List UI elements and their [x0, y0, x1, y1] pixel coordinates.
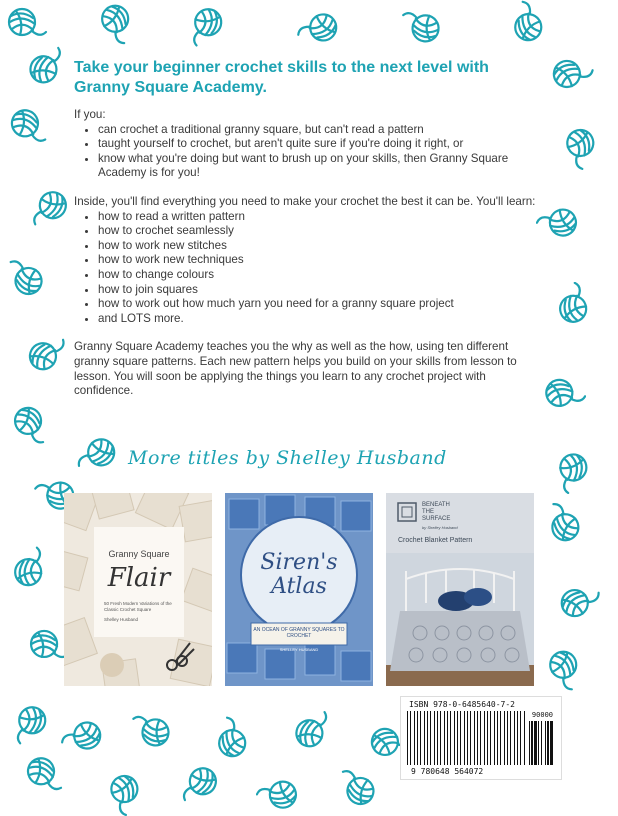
- book-author: SHELLEY HUSBAND: [279, 647, 319, 652]
- barcode-bar: [457, 711, 458, 765]
- barcode-bar: [517, 711, 518, 765]
- yarn-ball-icon: [548, 52, 594, 98]
- series-name: [422, 502, 450, 523]
- barcode-bar: [464, 711, 465, 765]
- barcode-bar: [520, 711, 521, 765]
- yarn-ball-icon: [100, 770, 146, 816]
- closing-paragraph: Granny Square Academy teaches you the why as well as the how, using ten different granny square patterns. Each new pattern helps you build on your skills from lesson to lesson. You will soon be applying the things you learn to any crochet project with confidence.: [74, 340, 517, 398]
- barcode-bar: [490, 711, 491, 765]
- barcode-bar: [474, 711, 475, 765]
- heading-line-1: Take your beginner crochet skills to the next level with: [74, 59, 489, 76]
- book-byline: by Shelley Husband: [422, 525, 458, 530]
- barcode-bar: [427, 711, 428, 765]
- list-item: • how to work new techniques: [98, 253, 544, 268]
- barcode-bar: [531, 721, 533, 765]
- yarn-ball-icon: [60, 712, 106, 758]
- yarn-ball-icon: [540, 646, 586, 692]
- book-subtitle: Crochet Blanket Pattern: [398, 537, 473, 544]
- barcode-bar: [500, 711, 501, 765]
- book-cover-sirens-atlas: [225, 493, 373, 686]
- barcode-bars: [407, 711, 553, 767]
- barcode-bar: [504, 711, 505, 765]
- list-item: • how to crochet seamlessly: [98, 224, 544, 239]
- yarn-ball-icon: [74, 430, 120, 476]
- barcode-bar: [437, 711, 438, 765]
- yarn-ball-icon: [130, 706, 176, 752]
- barcode-bar: [430, 711, 431, 765]
- learn-lead: Inside, you'll find everything you need to make your crochet the best it can be. You'll learn:: [74, 194, 536, 208]
- isbn-barcode: [400, 696, 562, 780]
- yarn-ball-icon: [210, 716, 256, 762]
- yarn-ball-icon: [556, 580, 602, 626]
- barcode-bar: [494, 711, 495, 765]
- series-line: BENEATH: [422, 502, 450, 508]
- price-code: 90000: [531, 711, 553, 719]
- barcode-bar: [510, 711, 511, 765]
- barcode-bar: [420, 711, 421, 765]
- yarn-ball-icon: [20, 752, 66, 798]
- list-item: • and LOTS more.: [98, 312, 544, 327]
- barcode-bar: [417, 711, 418, 765]
- barcode-bar: [440, 711, 441, 765]
- barcode-bar: [424, 711, 425, 765]
- yarn-ball-icon: [290, 708, 336, 754]
- book-subtitle: 50 Fresh Modern Variations of the Classic Crochet Square: [104, 601, 172, 612]
- yarn-ball-icon: [4, 254, 50, 300]
- barcode-bar: [447, 711, 448, 765]
- intro-list: [74, 123, 544, 181]
- yarn-ball-icon: [548, 448, 594, 494]
- barcode-bar: [477, 711, 478, 765]
- yarn-ball-icon: [24, 44, 70, 90]
- barcode-bar: [434, 711, 435, 765]
- barcode-bar: [407, 711, 408, 765]
- yarn-ball-icon: [540, 372, 586, 418]
- barcode-bar: [480, 711, 481, 765]
- yarn-ball-icon: [256, 770, 302, 816]
- page-heading: [74, 58, 544, 98]
- barcode-bar: [538, 721, 539, 765]
- barcode-bar: [529, 721, 530, 765]
- yarn-ball-icon: [176, 760, 222, 806]
- learn-list: [74, 210, 544, 327]
- book-author: Shelley Husband: [104, 617, 139, 622]
- yarn-ball-icon: [552, 282, 598, 328]
- barcode-bar: [470, 711, 471, 765]
- barcode-bar: [507, 711, 508, 765]
- yarn-ball-icon: [296, 4, 342, 50]
- heading-line-2: Granny Square Academy.: [74, 79, 267, 96]
- yarn-ball-icon: [542, 500, 588, 546]
- book-title-script: Siren's Atlas: [260, 550, 338, 599]
- yarn-ball-icon: [336, 764, 382, 810]
- yarn-ball-icon: [8, 546, 54, 592]
- yarn-ball-icon: [6, 402, 52, 448]
- barcode-bar: [467, 711, 468, 765]
- barcode-bar: [497, 711, 498, 765]
- book-title-top: Granny Square: [108, 549, 170, 559]
- yarn-ball-icon: [182, 2, 228, 48]
- barcode-bar: [484, 711, 485, 765]
- barcode-bar: [514, 711, 515, 765]
- yarn-ball-icon: [4, 104, 50, 150]
- yarn-ball-icon: [92, 0, 138, 46]
- book-cover-flair: [64, 493, 212, 686]
- list-item: • know what you're doing but want to brush up on your skills, then Granny Square Academy is for you!: [98, 152, 544, 181]
- barcode-bar: [410, 711, 411, 765]
- list-item: • how to work out how much yarn you need for a granny square project: [98, 297, 544, 312]
- yarn-ball-icon: [24, 332, 70, 378]
- barcode-bar: [524, 711, 525, 765]
- list-item: • how to read a written pattern: [98, 210, 544, 225]
- yarn-ball-icon: [26, 184, 72, 230]
- barcode-bar: [444, 711, 445, 765]
- main-content: [74, 58, 544, 399]
- barcode-number: 9 780648 564072: [411, 767, 484, 776]
- list-item: • taught yourself to crochet, but aren't quite sure if you're doing it right, or: [98, 137, 544, 152]
- barcode-bar: [454, 711, 455, 765]
- intro-lead: If you:: [74, 108, 106, 121]
- series-line: SURFACE: [422, 516, 451, 522]
- barcode-bar: [541, 721, 542, 765]
- list-item: • how to change colours: [98, 268, 544, 283]
- barcode-bar: [545, 721, 546, 765]
- list-item: • can crochet a traditional granny square, but can't read a pattern: [98, 123, 544, 138]
- barcode-bar: [534, 721, 537, 765]
- barcode-bar: [450, 711, 451, 765]
- yarn-ball-icon: [400, 2, 446, 48]
- barcode-bar: [460, 711, 461, 765]
- barcode-bar: [487, 711, 488, 765]
- yarn-ball-icon: [6, 700, 52, 746]
- yarn-ball-icon: [556, 124, 602, 170]
- yarn-ball-icon: [506, 0, 552, 46]
- book-cover-beneath-the-surface: [386, 493, 534, 686]
- barcode-bar: [550, 721, 553, 765]
- list-item: • how to join squares: [98, 283, 544, 298]
- more-titles-heading: More titles by Shelley Husband: [128, 447, 447, 469]
- book-title-script: Flair: [107, 563, 171, 593]
- barcode-bar: [547, 721, 549, 765]
- bed-blanket-photo: [386, 493, 534, 686]
- book-subtitle: AN OCEAN OF GRANNY SQUARES TO CROCHET: [253, 627, 345, 639]
- isbn-text: ISBN 978-0-6485640-7-2: [409, 700, 515, 709]
- series-line: THE: [422, 509, 434, 515]
- barcode-bar: [414, 711, 415, 765]
- list-item: • how to work new stitches: [98, 239, 544, 254]
- yarn-ball-icon: [2, 2, 48, 48]
